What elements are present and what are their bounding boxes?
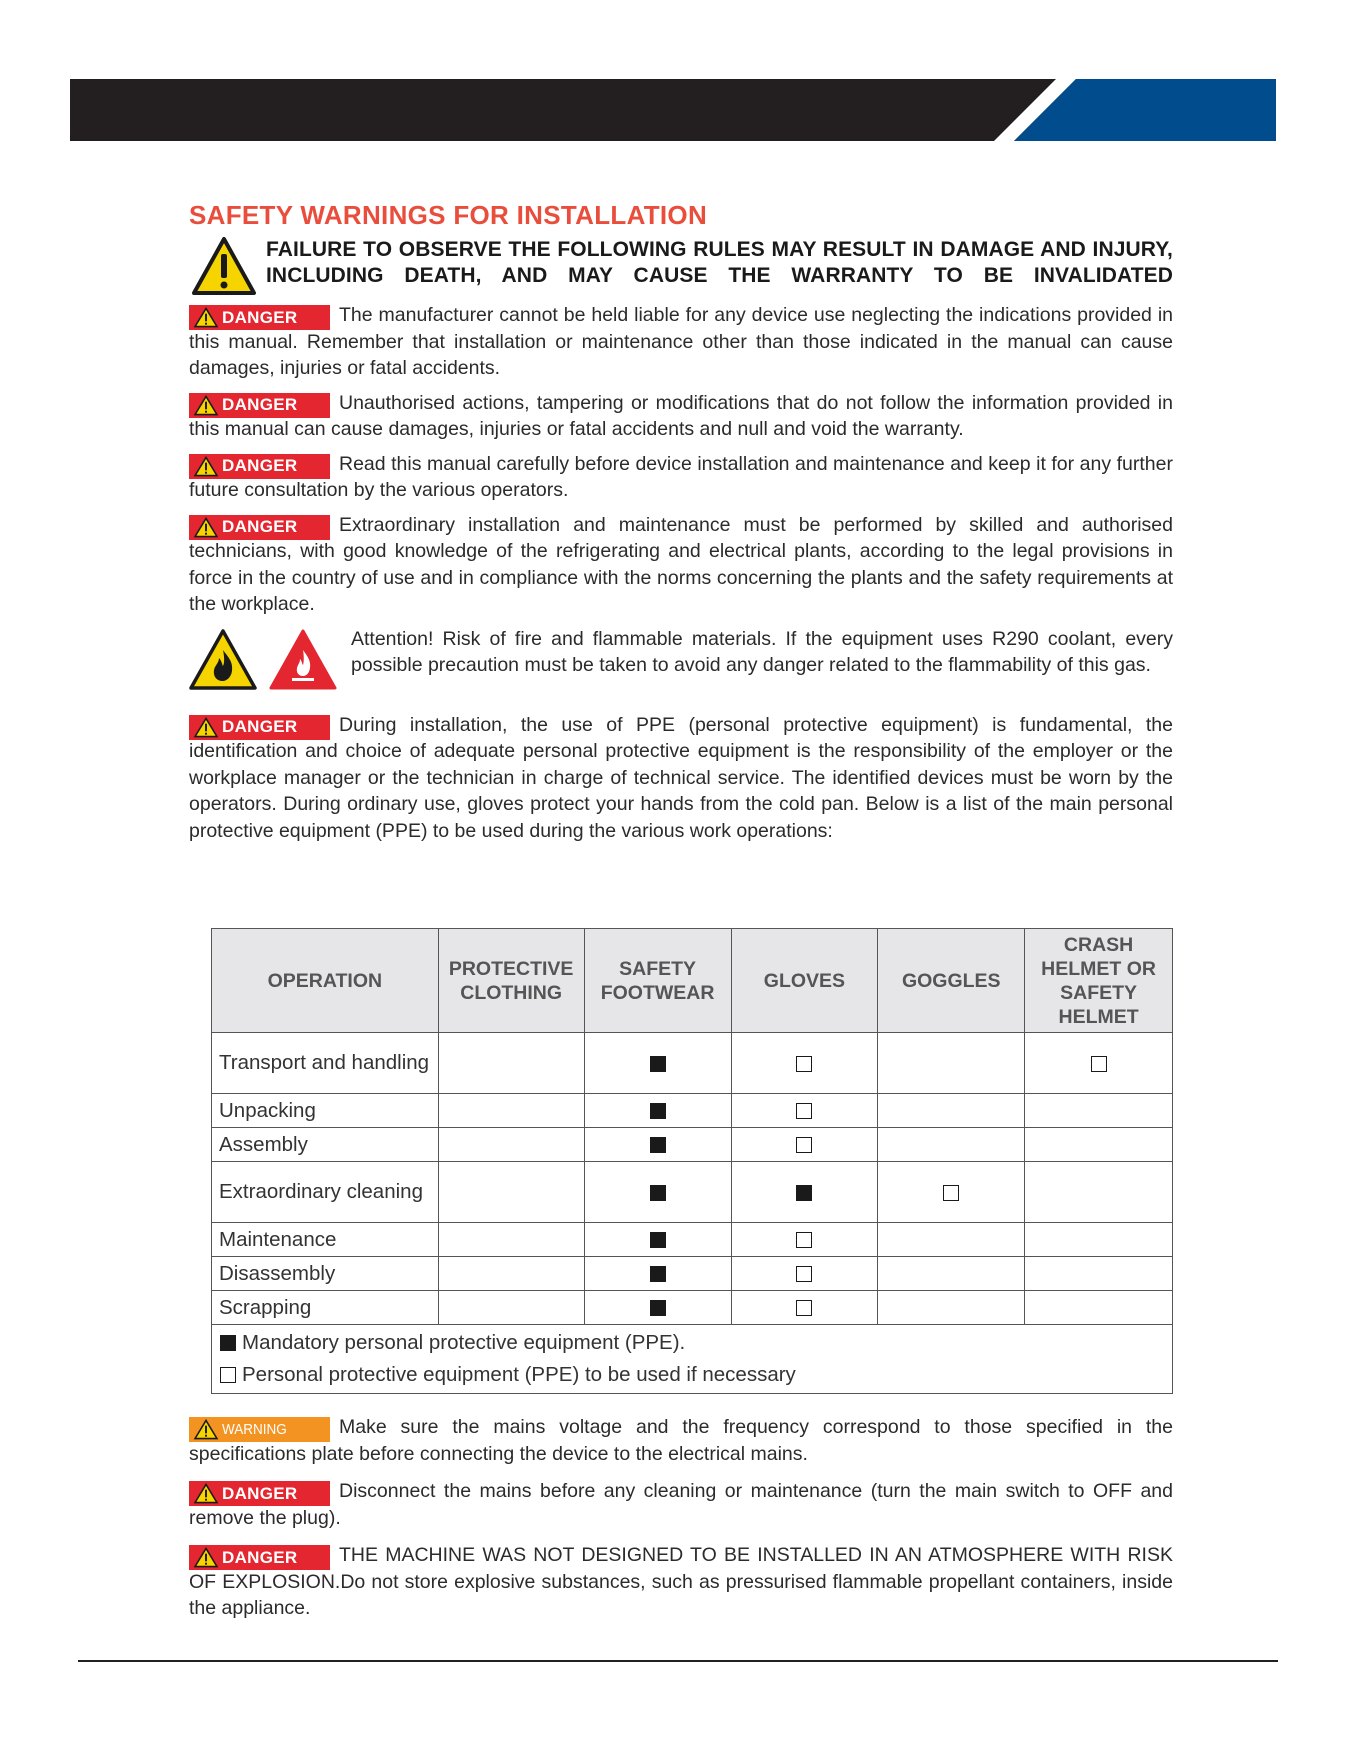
ppe-header-cell: OPERATION — [212, 929, 439, 1033]
danger-notice-text: The manufacturer cannot be held liable for any device use neglecting the indications provided in this manual. Remember that installation or maintenance other than those indicated in the manual can cause damages, injuries or fatal accidents. — [189, 304, 1173, 379]
table-row — [212, 1128, 1173, 1162]
danger-badge — [189, 1545, 330, 1570]
danger-notice-text: During installation, the use of PPE (personal protective equipment) is fundamental, the identification and choice of adequate personal protective equipment is the responsibility of the employer or the workplace manager or the technician in charge of technical service. The identified devices must be worn by the operators. During ordinary use, gloves protect your hands from the cold pan. Below is a list of the main personal protective equipment (PPE) to be used during the various work operations: — [189, 713, 1173, 842]
ppe-header-cell: GOGGLES — [878, 929, 1025, 1033]
danger-badge — [189, 515, 330, 540]
danger-badge-label: DANGER — [222, 307, 298, 327]
warning-triangle-icon — [193, 517, 219, 538]
ppe-legend — [212, 1325, 1173, 1394]
ppe-mark-cell — [584, 1162, 731, 1223]
optional-square-icon — [796, 1232, 812, 1248]
optional-square-icon — [1091, 1056, 1107, 1072]
ppe-table — [211, 928, 1173, 1394]
optional-square-icon — [796, 1056, 812, 1072]
mandatory-square-icon — [650, 1103, 666, 1119]
table-row — [212, 1257, 1173, 1291]
warning-notice — [189, 1414, 1173, 1467]
ppe-mark-cell — [878, 1291, 1025, 1325]
section-title: SAFETY WARNINGS FOR INSTALLATION — [189, 200, 708, 230]
ppe-mark-cell — [878, 1033, 1025, 1094]
danger-notice — [189, 1478, 1173, 1531]
header-bar — [70, 79, 1276, 141]
operation-cell: Unpacking — [212, 1094, 439, 1128]
mandatory-square-icon — [650, 1266, 666, 1282]
danger-badge-label: DANGER — [222, 456, 298, 475]
ppe-mark-cell — [731, 1162, 878, 1223]
ppe-mark-cell — [1025, 1033, 1173, 1094]
ppe-header-cell: GLOVES — [731, 929, 878, 1033]
warning-triangle-icon — [191, 236, 257, 296]
ppe-mark-cell — [878, 1223, 1025, 1257]
intro-warning — [189, 234, 1173, 294]
legend-mandatory: Mandatory personal protective equipment (PPE). — [242, 1331, 686, 1354]
ppe-mark-cell — [584, 1033, 731, 1094]
danger-badge-label: DANGER — [222, 1483, 298, 1503]
operation-cell: Disassembly — [212, 1257, 439, 1291]
danger-badge-label: DANGER — [222, 1547, 298, 1567]
ppe-mark-cell — [878, 1162, 1025, 1223]
flammable-hazard-icon — [271, 631, 335, 688]
danger-badge — [189, 1481, 330, 1506]
mandatory-square-icon — [650, 1137, 666, 1153]
mandatory-square-icon — [650, 1185, 666, 1201]
optional-square-icon — [796, 1103, 812, 1119]
danger-notice — [189, 512, 1173, 618]
ppe-header-cell: CRASH HELMET OR SAFETY HELMET — [1025, 929, 1173, 1033]
danger-badge-label: DANGER — [222, 395, 298, 414]
lower-notices — [189, 1414, 1173, 1622]
table-row — [212, 1094, 1173, 1128]
ppe-header-cell: PROTECTIVE CLOTHING — [438, 929, 584, 1033]
optional-square-icon — [943, 1185, 959, 1201]
warning-triangle-icon — [193, 307, 219, 328]
fire-notice — [189, 626, 1173, 704]
danger-badge — [189, 715, 330, 740]
danger-notice-text: Disconnect the mains before any cleaning or maintenance (turn the main switch to OFF and remove the plug). — [189, 1480, 1173, 1529]
operation-cell: Maintenance — [212, 1223, 439, 1257]
mandatory-square-icon — [796, 1185, 812, 1201]
optional-square-icon — [796, 1266, 812, 1282]
ppe-mark-cell — [731, 1033, 878, 1094]
danger-badge — [189, 454, 330, 479]
optional-square-icon — [796, 1137, 812, 1153]
ppe-mark-cell — [1025, 1128, 1173, 1162]
warning-triangle-icon — [193, 717, 219, 738]
ppe-mark-cell — [438, 1094, 584, 1128]
mandatory-square-icon — [220, 1335, 236, 1351]
danger-notice — [189, 451, 1173, 504]
table-row — [212, 1291, 1173, 1325]
ppe-mark-cell — [878, 1094, 1025, 1128]
legend-if-necessary: Personal protective equipment (PPE) to be used if necessary — [242, 1363, 796, 1386]
danger-badge — [189, 305, 330, 330]
ppe-mark-cell — [731, 1094, 878, 1128]
danger-badge-label: DANGER — [222, 517, 298, 536]
operation-cell: Assembly — [212, 1128, 439, 1162]
footer-rule — [78, 1660, 1278, 1662]
table-row — [212, 1162, 1173, 1223]
operation-cell: Scrapping — [212, 1291, 439, 1325]
danger-notice-text: Read this manual carefully before device installation and maintenance and keep it for any further future consultation by the various operators. — [189, 452, 1173, 501]
ppe-mark-cell — [731, 1257, 878, 1291]
ppe-mark-cell — [438, 1257, 584, 1291]
ppe-mark-cell — [878, 1128, 1025, 1162]
ppe-mark-cell — [438, 1291, 584, 1325]
table-row — [212, 1223, 1173, 1257]
ppe-mark-cell — [731, 1128, 878, 1162]
ppe-header-cell: SAFETY FOOTWEAR — [584, 929, 731, 1033]
warning-triangle-icon — [193, 1547, 219, 1568]
header-accent-stripe — [916, 79, 1276, 141]
ppe-mark-cell — [584, 1257, 731, 1291]
optional-square-icon — [220, 1367, 236, 1383]
danger-notice — [189, 390, 1173, 443]
ppe-mark-cell — [1025, 1223, 1173, 1257]
optional-square-icon — [796, 1300, 812, 1316]
danger-notice — [189, 302, 1173, 382]
warning-triangle-icon — [193, 456, 219, 477]
warning-triangle-icon — [193, 395, 219, 416]
operation-cell: Transport and handling — [212, 1033, 439, 1094]
warning-badge — [189, 1417, 330, 1442]
warning-badge-label: WARNING — [222, 1421, 287, 1438]
mandatory-square-icon — [650, 1056, 666, 1072]
ppe-mark-cell — [1025, 1094, 1173, 1128]
warning-notice-text: Make sure the mains voltage and the frequency correspond to those specified in the specifications plate before connecting the device to the electrical mains. — [189, 1416, 1173, 1465]
intro-warning-text: FAILURE TO OBSERVE THE FOLLOWING RULES MAY RESULT IN DAMAGE AND INJURY, INCLUDING DEATH, AND MAY CAUSE THE WARRANTY TO BE INVALIDATED — [266, 238, 1173, 287]
ppe-mark-cell — [438, 1162, 584, 1223]
ppe-mark-cell — [584, 1094, 731, 1128]
ppe-mark-cell — [438, 1033, 584, 1094]
ppe-mark-cell — [878, 1257, 1025, 1291]
warning-triangle-icon — [193, 1483, 219, 1504]
ppe-mark-cell — [1025, 1257, 1173, 1291]
danger-notice-text: THE MACHINE WAS NOT DESIGNED TO BE INSTALLED IN AN ATMOSPHERE WITH RISK OF EXPLOSION.Do not store explosive substances, such as pressurised flammable propellant containers, inside the appliance. — [189, 1544, 1173, 1619]
danger-notice-text: Extraordinary installation and maintenance must be performed by skilled and authorised technicians, with good knowledge of the refrigerating and electrical plants, according to the legal provisions in force in the country of use and in compliance with the norms concerning the plants and the safety requirements at the workplace. — [189, 513, 1173, 615]
danger-notice-ppe — [189, 712, 1173, 845]
fire-hazard-icon — [191, 631, 255, 688]
warning-triangle-icon — [193, 1419, 219, 1440]
danger-notice-text: Unauthorised actions, tampering or modifications that do not follow the information provided in this manual can cause damages, injuries or fatal accidents and null and void the warranty. — [189, 391, 1173, 440]
operation-cell: Extraordinary cleaning — [212, 1162, 439, 1223]
fire-notice-text: Attention! Risk of fire and flammable materials. If the equipment uses R290 coolant, every possible precaution must be taken to avoid any danger related to the flammability of this gas. — [351, 627, 1173, 676]
ppe-mark-cell — [731, 1223, 878, 1257]
ppe-mark-cell — [438, 1223, 584, 1257]
mandatory-square-icon — [650, 1300, 666, 1316]
ppe-table-header — [212, 929, 1173, 1033]
ppe-mark-cell — [584, 1128, 731, 1162]
fire-hazard-icons — [189, 628, 339, 692]
table-row — [212, 1033, 1173, 1094]
ppe-mark-cell — [731, 1291, 878, 1325]
ppe-mark-cell — [438, 1128, 584, 1162]
ppe-mark-cell — [1025, 1291, 1173, 1325]
ppe-mark-cell — [584, 1291, 731, 1325]
mandatory-square-icon — [650, 1232, 666, 1248]
danger-badge — [189, 393, 330, 418]
safety-section — [189, 200, 1173, 844]
ppe-mark-cell — [584, 1223, 731, 1257]
danger-badge-label: DANGER — [222, 717, 298, 736]
ppe-mark-cell — [1025, 1162, 1173, 1223]
danger-notice — [189, 1542, 1173, 1622]
